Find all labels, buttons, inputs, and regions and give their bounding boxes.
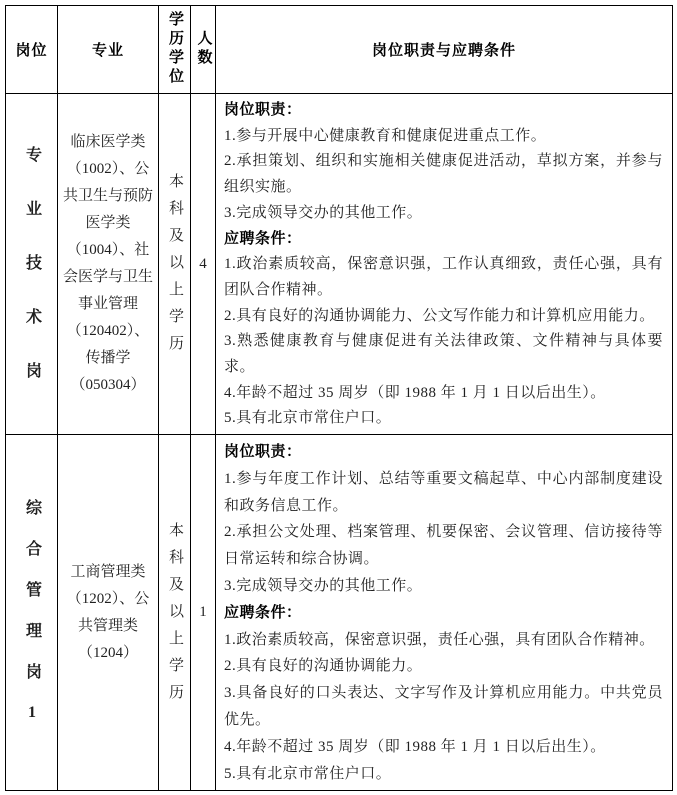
- table-row: [6, 435, 673, 791]
- major-text: 工商管理类（1202）、公共管理类（1204）: [66, 563, 150, 661]
- duty-item: 3.完成领导交办的其他工作。: [224, 577, 423, 594]
- education-label: 本科及以上学历: [167, 521, 183, 711]
- requirements-title: 应聘条件：: [224, 604, 302, 621]
- requirement-item: 2.具有良好的沟通协调能力。: [224, 658, 423, 675]
- header-education-label: 学历学位: [167, 11, 183, 87]
- duty-item: 1.参与年度工作计划、总结等重要文稿起草、中心内部制度建设和政务信息工作。: [224, 470, 663, 514]
- requirement-item: 4.年龄不超过 35 周岁（即 1988 年 1 月 1 日以后出生）。: [224, 738, 606, 755]
- requirements-title: 应聘条件：: [224, 230, 302, 247]
- recruitment-table: [5, 5, 673, 791]
- major-cell: [58, 94, 159, 435]
- header-duties: 岗位职责与应聘条件: [216, 6, 673, 94]
- requirement-item: 5.具有北京市常住户口。: [224, 765, 392, 782]
- header-count-label: 人数: [195, 30, 212, 68]
- header-count: [191, 6, 216, 94]
- major-cell: [58, 435, 159, 791]
- education-label: 本科及以上学历: [167, 173, 183, 362]
- requirement-item: 5.具有北京市常住户口。: [224, 410, 392, 427]
- requirement-item: 1.政治素质较高，保密意识强，责任心强，具有团队合作精神。: [224, 631, 655, 648]
- duties-title: 岗位职责：: [224, 444, 302, 460]
- duties-cell: [216, 435, 673, 791]
- duty-item: 3.完成领导交办的其他工作。: [224, 204, 423, 221]
- education-cell: [159, 435, 191, 791]
- count-cell: 4: [191, 94, 216, 435]
- count-cell: 1: [191, 435, 216, 791]
- position-cell: [6, 94, 58, 435]
- duty-item: 2.承担公文处理、档案管理、机要保密、会议管理、信访接待等日常运转和综合协调。: [224, 524, 663, 568]
- header-education: [159, 6, 191, 94]
- header-major: 专业: [58, 6, 159, 94]
- header-position: 岗位: [6, 6, 58, 94]
- requirement-item: 2.具有良好的沟通协调能力、公文写作能力和计算机应用能力。: [224, 307, 655, 324]
- position-cell: [6, 435, 58, 791]
- requirement-item: 1.政治素质较高，保密意识强，工作认真细致，责任心强，具有团队合作精神。: [224, 256, 663, 298]
- major-text: 临床医学类（1002）、公共卫生与预防医学类（1004）、社会医学与卫生事业管理（120402）、传播学（050304）: [62, 134, 153, 393]
- education-cell: [159, 94, 191, 435]
- duty-item: 1.参与开展中心健康教育和健康促进重点工作。: [224, 127, 547, 144]
- table-row: [6, 94, 673, 435]
- duties-cell: [216, 94, 673, 435]
- duty-item: 2.承担策划、组织和实施相关健康促进活动，草拟方案，并参与组织实施。: [224, 153, 663, 196]
- requirement-item: 3.熟悉健康教育与健康促进有关法律政策、文件精神与具体要求。: [224, 333, 663, 376]
- table-header-row: [6, 6, 673, 94]
- requirement-item: 3.具备良好的口头表达、文字写作及计算机应用能力。中共党员优先。: [224, 685, 663, 728]
- position-label: 专业技术岗: [23, 145, 41, 416]
- position-label: 综合管理岗1: [23, 499, 41, 746]
- requirement-item: 4.年龄不超过 35 周岁（即 1988 年 1 月 1 日以后出生）。: [224, 384, 606, 401]
- duties-title: 岗位职责：: [224, 102, 302, 118]
